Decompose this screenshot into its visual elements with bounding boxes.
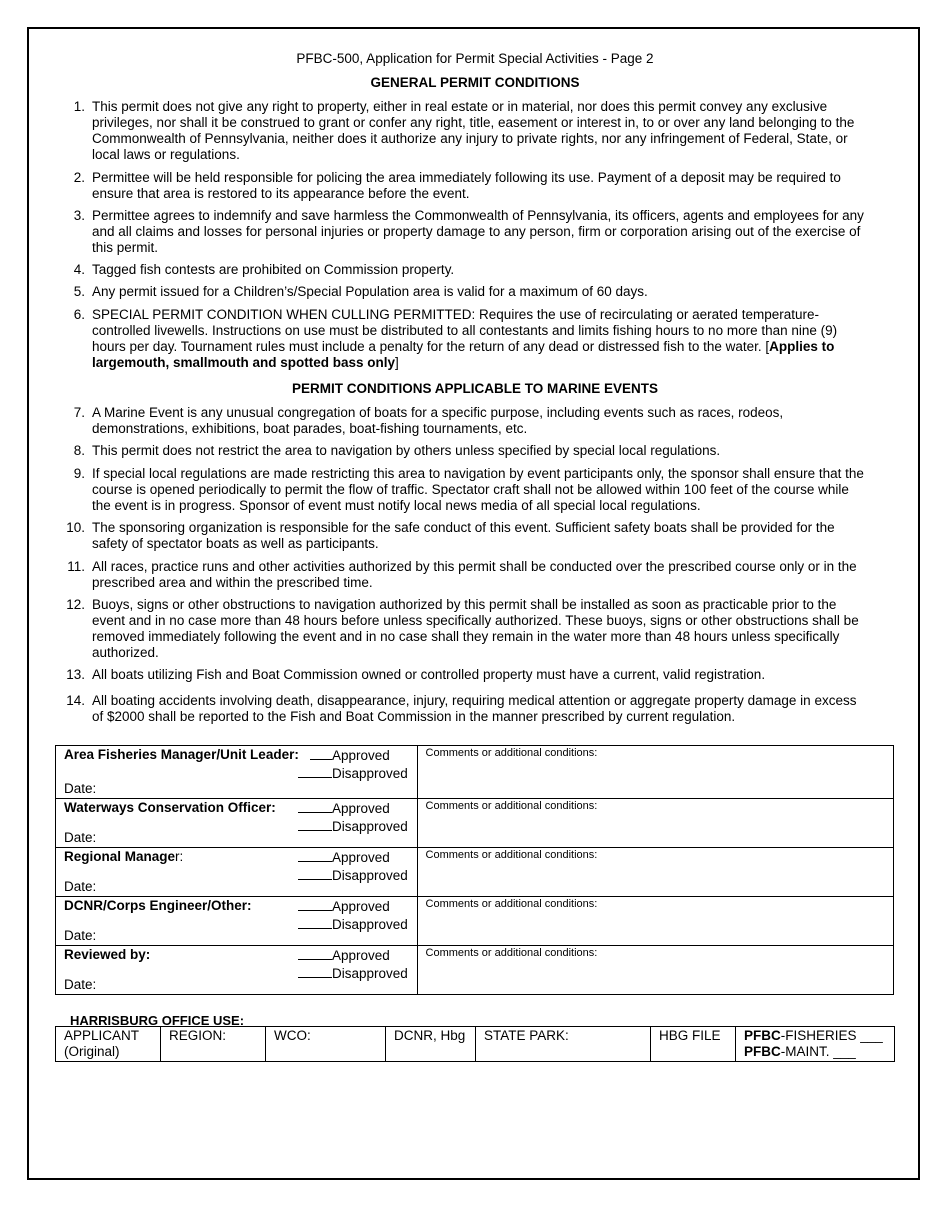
state-park-cell[interactable]: STATE PARK: [476,1027,651,1062]
approval-row-reviewed-by [56,946,894,995]
disapproved-option[interactable]: Disapproved [298,765,408,783]
harrisburg-office-table [55,1026,895,1062]
applicant-cell[interactable]: APPLICANT (Original) [56,1027,161,1062]
condition-item: 8. This permit does not restrict the area to navigation by others unless specified by special local regulations. [73,443,721,458]
approved-option[interactable]: Approved [298,747,408,765]
role-label: Area Fisheries Manager/Unit Leader: [64,747,299,762]
condition-item: 4. Tagged fish contests are prohibited on Commission property. [73,262,455,277]
marine-conditions-title: PERMIT CONDITIONS APPLICABLE TO MARINE EVENTS [291,381,659,396]
condition-item: 3. Permittee agrees to indemnify and save harmless the Commonwealth of Pennsylvania, its officers, agents and employees for any and all claims and losses for personal injuries or property damage to any person, firm or corporation arising out of the exercise of this permit. [73,208,864,255]
wco-cell[interactable]: WCO: [266,1027,386,1062]
page-title: PFBC-500, Application for Permit Special Activities - Page 2 [296,51,654,66]
condition-item: 13. All boats utilizing Fish and Boat Commission owned or controlled property must have a current, valid registration. [66,667,766,682]
hbg-file-cell[interactable]: HBG FILE [651,1027,736,1062]
date-field[interactable]: Date: [64,879,97,894]
condition-item: 1. This permit does not give any right to property, either in real estate or in material, nor does this permit convey any exclusive privileges, nor shall it be construed to grant or confer any right, title, easement or interest in, to or over any land belonging to the Commonwealth of Pennsylvania, neither does it authorize any injury to private rights, nor any infringement of Federal, State, or local laws or regulations. [73,99,855,162]
approved-option[interactable]: Approved [298,947,408,965]
disapproved-option[interactable]: Disapproved [298,916,408,934]
comments-field[interactable]: Comments or additional conditions: [425,747,598,759]
region-cell[interactable]: REGION: [161,1027,266,1062]
date-field[interactable]: Date: [64,781,97,796]
approval-table [55,745,894,995]
condition-item: 9. If special local regulations are made restricting this area to navigation by event participants only, the sponsor shall ensure that the course is opened periodically to permit the flow of traffic. Spectator craft shall not be allowed within 100 feet of the course while the event is in progress. Sponsor of event must notify local news media of all special local regulations. [73,466,864,513]
approval-row-wco [56,799,894,848]
role-label: Waterways Conservation Officer: [64,800,276,815]
comments-field[interactable]: Comments or additional conditions: [425,800,598,812]
general-conditions-title: GENERAL PERMIT CONDITIONS [370,75,580,90]
approved-option[interactable]: Approved [298,800,408,818]
condition-item: 10. The sponsoring organization is responsible for the safe conduct of this event. Sufficient safety boats shall be provided for the safety of spectator boats as well as participants. [66,520,835,551]
date-field[interactable]: Date: [64,928,97,943]
date-field[interactable]: Date: [64,830,97,845]
role-label: Reviewed by: [64,947,151,962]
condition-item: 7. A Marine Event is any unusual congregation of boats for a specific purpose, including events such as races, rodeos, demonstrations, exhibitions, boat parades, boat-fishing tournaments, etc. [73,405,784,436]
role-label: DCNR/Corps Engineer/Other: [64,898,252,913]
dcnr-hbg-cell[interactable]: DCNR, Hbg [386,1027,476,1062]
comments-field[interactable]: Comments or additional conditions: [425,898,598,910]
date-field[interactable]: Date: [64,977,97,992]
condition-item: 6. SPECIAL PERMIT CONDITION WHEN CULLING PERMITTED: Requires the use of recirculating or aerated temperature-controlled livewells. Instructions on use must be distributed to all contestants and limits fishing hours to no more than nine (9) hours per day. Tournament rules must include a penalty for the return of any dead or distressed fish to the water. [Applies to largemouth, smallmouth and spotted bass only] [73,307,838,370]
disapproved-option[interactable]: Disapproved [298,818,408,836]
condition-item: 12. Buoys, signs or other obstructions to navigation authorized by this permit shall be installed as soon as practicable prior to the event and in no case more than 48 hours before unless specifically authorized. These buoys, signs or other obstructions shall be removed immediately following the event and in no case shall they remain in the water more than 48 hours unless specifically authorized. [66,597,859,660]
approval-row-dcnr [56,897,894,946]
disapproved-option[interactable]: Disapproved [298,867,408,885]
pfbc-cell[interactable]: PFBC-FISHERIES ___ PFBC-MAINT. ___ [736,1027,895,1062]
condition-item: 5. Any permit issued for a Children’s/Special Population area is valid for a maximum of 60 days. [73,284,648,299]
role-label: Regional Manager: [64,849,184,864]
harrisburg-office-label: HARRISBURG OFFICE USE: [70,1013,245,1028]
approved-option[interactable]: Approved [298,849,408,867]
condition-item: 2. Permittee will be held responsible for policing the area immediately following its use. Payment of a deposit may be required to ensure that area is restored to its appearance before the event. [73,170,841,201]
comments-field[interactable]: Comments or additional conditions: [425,947,598,959]
disapproved-option[interactable]: Disapproved [298,965,408,983]
condition-item: 11. All races, practice runs and other activities authorized by this permit shall be conducted over the prescribed course only or in the prescribed area and within the prescribed time. [67,559,857,590]
approved-option[interactable]: Approved [298,898,408,916]
approval-row-regional-manager [56,848,894,897]
approval-row-fisheries-manager [56,746,894,799]
condition-item: 14. All boating accidents involving death, disappearance, injury, requiring medical attention or aggregate property damage in excess of $2000 shall be reported to the Fish and Boat Commission in the manner prescribed by current regulation. [66,693,857,724]
comments-field[interactable]: Comments or additional conditions: [425,849,598,861]
